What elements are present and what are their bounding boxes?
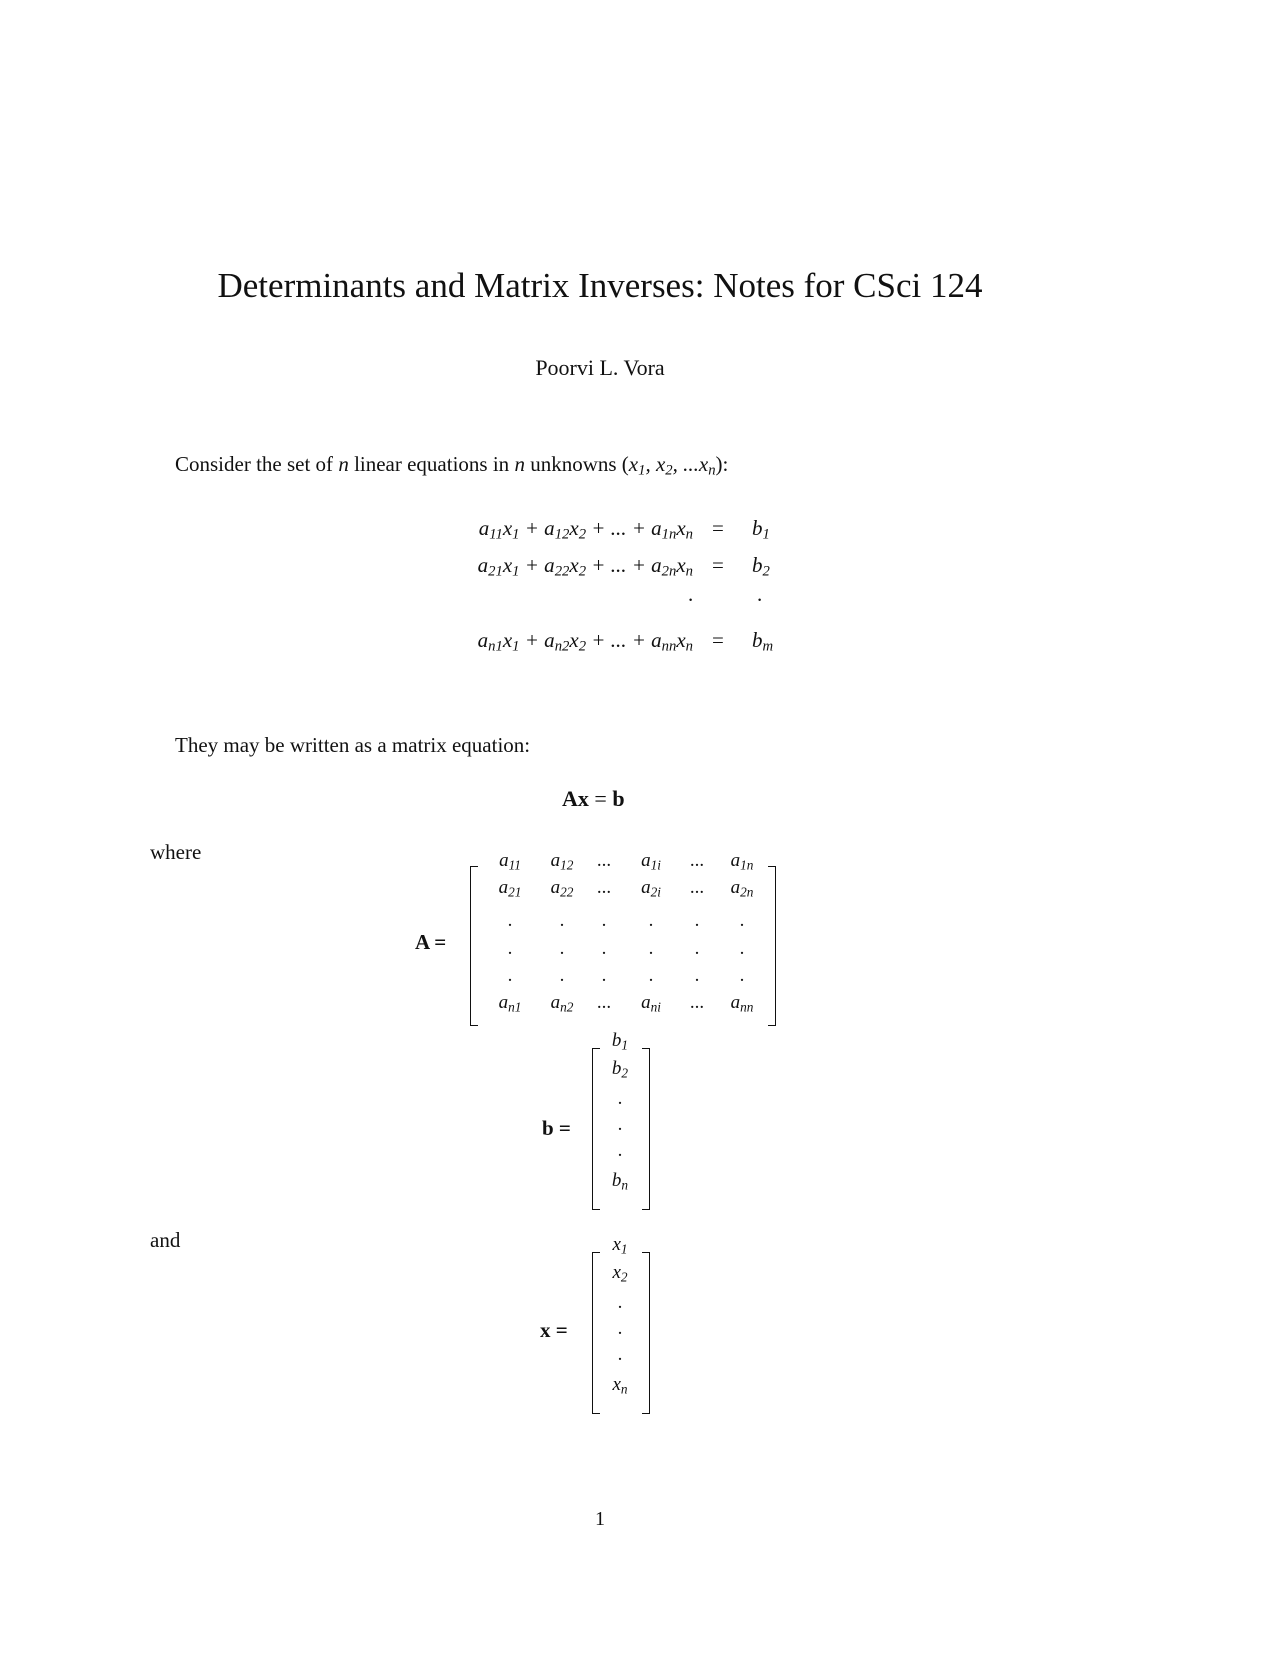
- matrix-A-cell: $a_{2n}$: [730, 877, 754, 900]
- intro-var-n1: n: [338, 452, 349, 476]
- vector-b-entry: $b_n$: [611, 1170, 629, 1193]
- equals-sign: =: [712, 516, 724, 540]
- vector-symbol-b: b: [612, 786, 625, 811]
- matrix-A-cell: .: [601, 910, 607, 931]
- matrix-A-cell: .: [507, 965, 513, 986]
- matrix-A-cell: ...: [689, 877, 705, 898]
- matrix-A-cell: $a_{ni}$: [641, 992, 661, 1015]
- matrix-A-cell: .: [739, 965, 745, 986]
- matrix-A-cell: .: [507, 910, 513, 931]
- matrix-A-cell: $a_{1i}$: [641, 850, 661, 873]
- intro-var-n2: n: [514, 452, 525, 476]
- vector-x-entry: $x_2$: [612, 1262, 628, 1285]
- matrix-equation: [562, 786, 625, 812]
- matrix-A-cell: .: [559, 910, 565, 931]
- equation-rhs: $b_1$: [752, 516, 770, 543]
- ellipsis-dot: .: [757, 582, 763, 606]
- vector-b-entry: $b_1$: [611, 1030, 629, 1053]
- vector-b-label-text: b =: [542, 1116, 571, 1140]
- matrix-A-cell: $a_{12}$: [550, 850, 574, 873]
- vector-symbol-x: x: [577, 786, 589, 811]
- equation-lhs: $a_{21}x_1 + a_{22}x_2$ + ... + $a_{2n}x_n$: [477, 553, 693, 580]
- intro-paragraph: [175, 452, 728, 477]
- page-number: 1: [595, 1508, 605, 1530]
- vector-x-entry: .: [617, 1318, 623, 1339]
- equation-rhs: $b_2$: [752, 553, 770, 580]
- vector-x-label: [540, 1318, 568, 1343]
- equation-row: [360, 516, 693, 546]
- where-text: where: [150, 840, 202, 864]
- matrix-A-cell: $a_{11}$: [499, 850, 521, 873]
- matrix-A-cell: .: [739, 938, 745, 959]
- matrix-A-cell: .: [601, 938, 607, 959]
- matrix-A-cell: $a_{21}$: [498, 877, 522, 900]
- vector-b-entry: .: [617, 1140, 623, 1161]
- matrix-A-cell: .: [648, 965, 654, 986]
- equation-lhs: $a_{n1}x_1 + a_{n2}x_2$ + ... + $a_{nn}x_n$: [477, 628, 693, 655]
- vector-x-label-text: x =: [540, 1318, 568, 1342]
- vector-b-entry: .: [617, 1114, 623, 1135]
- vector-x-entry: $x_1$: [612, 1234, 628, 1257]
- matrix-A-label-text: A =: [415, 930, 447, 954]
- matrix-A-cell: .: [648, 938, 654, 959]
- matrix-sentence: They may be written as a matrix equation:: [175, 733, 531, 757]
- matrix-A-label: [415, 930, 446, 955]
- page-title: Determinants and Matrix Inverses: Notes for CSci 124: [217, 266, 983, 305]
- matrix-symbol-A: A: [562, 786, 578, 811]
- left-bracket: [470, 866, 478, 1026]
- matrix-A-cell: ...: [596, 877, 612, 898]
- matrix-A-cell: ...: [596, 850, 612, 871]
- matrix-A-cell: .: [694, 938, 700, 959]
- matrix-A-cell: ...: [689, 992, 705, 1013]
- matrix-A-cell: .: [559, 965, 565, 986]
- intro-text-d: ):: [715, 452, 729, 476]
- matrix-A-cell: $a_{n2}$: [550, 992, 574, 1015]
- matrix-A-cell: $a_{n1}$: [498, 992, 522, 1015]
- and-text: and: [150, 1228, 181, 1252]
- matrix-A-cell: .: [648, 910, 654, 931]
- matrix-A-cell: $a_{nn}$: [730, 992, 754, 1015]
- author: Poorvi L. Vora: [535, 355, 665, 380]
- equation-rhs: $b_m$: [752, 628, 774, 655]
- equals-sign: =: [712, 628, 724, 652]
- equals-sign: =: [588, 786, 613, 811]
- intro-text-c: unknowns (: [524, 452, 629, 476]
- vector-b-label: [542, 1116, 571, 1141]
- matrix-A-cell: .: [739, 910, 745, 931]
- equals-sign: =: [712, 553, 724, 577]
- matrix-A-cell: .: [694, 965, 700, 986]
- matrix-A-cell: $a_{1n}$: [730, 850, 754, 873]
- ellipsis-dot: .: [688, 582, 694, 606]
- matrix-A-cell: .: [507, 938, 513, 959]
- equation-lhs: $a_{11}x_1 + a_{12}x_2$ + ... + $a_{1n}x_n$: [478, 516, 693, 543]
- matrix-A-cell: .: [601, 965, 607, 986]
- intro-text-b: linear equations in: [348, 452, 515, 476]
- equation-row: [360, 628, 693, 658]
- intro-text-a: Consider the set of: [175, 452, 339, 476]
- matrix-A-cell: .: [559, 938, 565, 959]
- matrix-A-cell: ...: [596, 992, 612, 1013]
- matrix-A-cell: $a_{2i}$: [641, 877, 661, 900]
- vector-x-entry: $x_n$: [612, 1374, 628, 1397]
- matrix-A-cell: ...: [689, 850, 705, 871]
- vector-x-entry: .: [617, 1344, 623, 1365]
- equation-row: [360, 553, 693, 583]
- vector-b-entry: $b_2$: [611, 1058, 629, 1081]
- vector-b-entry: .: [617, 1088, 623, 1109]
- intro-unknowns: $x_1$, $x_2$, $...x_n$: [628, 452, 716, 479]
- vector-x-entry: .: [617, 1292, 623, 1313]
- matrix-A-cell: .: [694, 910, 700, 931]
- matrix-A-cell: $a_{22}$: [550, 877, 574, 900]
